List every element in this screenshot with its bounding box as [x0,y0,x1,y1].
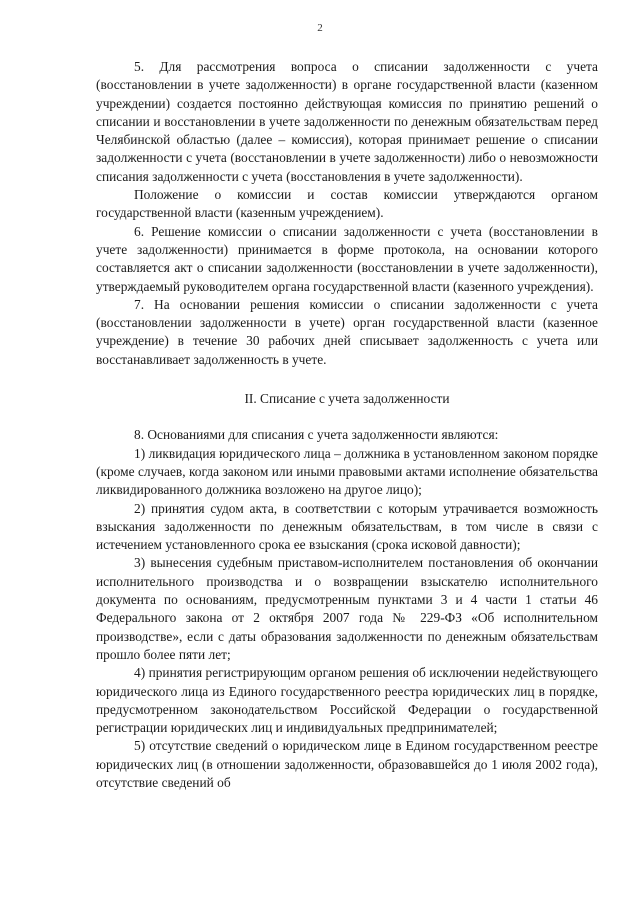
page-number: 2 [317,22,323,34]
list-item-2: 2) принятия судом акта, в соответствии с которым утрачивается возможность взыскания задолженности по денежным обязательствам, в том числе в связи с истечением установленного срока ее взыскания (срока исковой давности); [96,500,598,553]
document-body [96,58,598,792]
list-item-1: 1) ликвидация юридического лица – должника в установленном законом порядке (кроме случаев, когда законом или иными правовыми актами исполнение обязательства ликвидированного должника возложено на другое лицо); [96,445,598,498]
paragraph-commission-regulation: Положение о комиссии и состав комиссии утверждаются органом государственной власти (казенным учреждением). [96,187,598,221]
paragraph-6: 6. Решение комиссии о списании задолженности с учета (восстановлении в учете задолженности) принимается в форме протокола, на основании которого составляется акт о списании задолженности (восстановлении в учете задолженности), утверждаемый руководителем органа государственной власти (казенного учреждения). [96,223,598,294]
list-item-5: 5) отсутствие сведений о юридическом лице в Едином государственном реестре юридических лиц (в отношении задолженности, образовавшейся до 1 июля 2002 года), отсутствие сведений об [96,738,598,790]
list-item-3: 3) вынесения судебным приставом-исполнителем постановления об окончании исполнительного производства и о возвращении взыскателю исполнительного документа по основаниям, предусмотренным пунктами 3 и 4 части 1 статьи 46 Федерального закона от 2 октября 2007 года № 229-ФЗ «Об исполнительном производстве», если с даты образования задолженности по денежным обязательствам прошло более пяти лет; [96,555,598,662]
paragraph-8: 8. Основаниями для списания с учета задолженности являются: [134,427,499,443]
paragraph-7: 7. На основании решения комиссии о списании задолженности с учета (восстановлении задолженности в учете) орган государственной власти (казенное учреждение) в течение 30 рабочих дней списывает задолженность с учета или восстанавливает задолженность в учете. [96,296,598,367]
paragraph-5: 5. Для рассмотрения вопроса о списании задолженности с учета (восстановлении в учете задолженности) в органе государственной власти (казенном учреждении) создается постоянно действующая комиссия по принятию решений о списании и восстановлении в учете задолженности по денежным обязательствам перед Челябинской областью (далее – комиссия), которая принимает решение о списании задолженности с учета (восстановлении в учете задолженности) либо о невозможности списания задолженности с учета (восстановления в учете задолженности). [96,59,598,184]
list-item-4: 4) принятия регистрирующим органом решения об исключении недействующего юридического лица из Единого государственного реестра юридических лиц в порядке, предусмотренном законодательством Российской Федерации о государственной регистрации юридических лиц и индивидуальных предпринимателей; [96,665,598,736]
section-title: II. Списание с учета задолженности [244,391,450,407]
